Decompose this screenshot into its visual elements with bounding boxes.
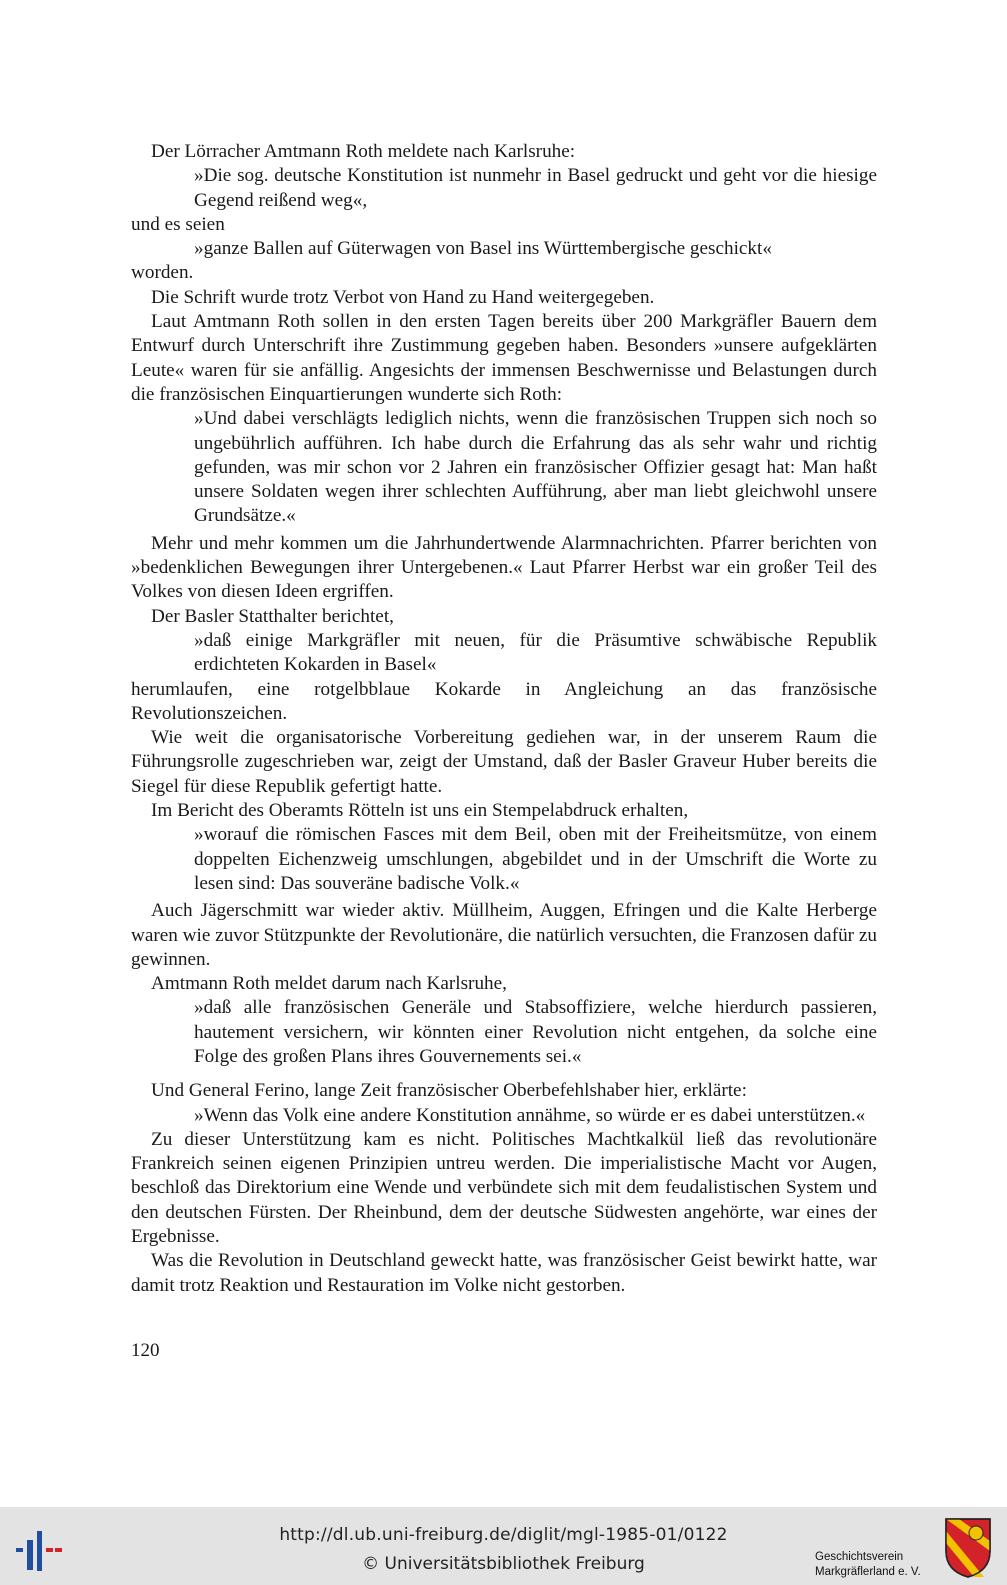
paragraph-continuation: und es seien (131, 213, 225, 235)
society-name-line2: Markgräflerland e. V. (815, 1566, 921, 1578)
copyright-notice: © Universitätsbibliothek Freiburg (362, 1554, 645, 1574)
block-quote: »Wenn das Volk eine andere Konstitution annähme, so würde er es dabei unterstützen.« (194, 1104, 866, 1126)
paragraph: Der Lörracher Amtmann Roth meldete nach Karlsruhe: (151, 141, 576, 162)
paragraph: Die Schrift wurde trotz Verbot von Hand zu Hand weitergegeben. (151, 286, 655, 308)
society-name-line1: Geschichtsverein (815, 1551, 904, 1563)
paragraph: Wie weit die organisatorische Vorbereitung gediehen war, in der unserem Raum die Führungsrolle zugeschrieben war, zeigt der Umstand, daß der Basler Graveur Huber bereits die Siegel für diese Republik gefertigt hatte. (131, 727, 877, 797)
paragraph-continuation: worden. (131, 262, 194, 284)
paragraph: Zu dieser Unterstützung kam es nicht. Politisches Machtkalkül ließ das revolutionäre Frankreich seinen eigenen Prinzipien untreu werden. Die imperialistische Macht vor Augen, beschloß das Direktorium eine Wende und verbündete sich mit dem feudalistischen System und den deutschen Fürsten. Der Rheinbund, dem der deutsche Südwesten angehörte, war eines der Ergebnisse. (131, 1128, 877, 1248)
paragraph: Auch Jägerschmitt war wieder aktiv. Müllheim, Auggen, Efringen und die Kalte Herberge waren wie zuvor Stützpunkte der Revolutionäre, die natürlich versuchten, die Franzosen dafür zu gewinnen. (131, 900, 877, 970)
paragraph-continuation: herumlaufen, eine rotgelbblaue Kokarde in Angleichung an das französische Revolutionszeichen. (131, 678, 877, 724)
block-quote: »ganze Ballen auf Güterwagen von Basel ins Württembergische geschickt« (194, 238, 772, 260)
document-url-link[interactable]: http://dl.ub.uni-freiburg.de/diglit/mgl-1985-01/0122 (279, 1525, 728, 1545)
paragraph: Der Basler Statthalter berichtet, (151, 605, 394, 627)
page-number: 120 (131, 1340, 160, 1361)
paragraph: Amtmann Roth meldet darum nach Karlsruhe, (151, 973, 507, 995)
paragraph: Was die Revolution in Deutschland geweckt hatte, was französischer Geist bewirkt hatte, war damit trotz Reaktion und Restauration im Volke nicht gestorben. (131, 1250, 877, 1296)
block-quote: »Und dabei verschlägts lediglich nichts, wenn die französischen Truppen sich noch so ungebührlich aufführen. Ich habe durch die Erfahrung das als sehr wahr und richtig gefunden, was mir schon vor 2 Jahren ein französischer Offizier gesagt hat: Man haßt unsere Soldaten wegen ihrer schlechten Aufführung, aber man liebt gleichwohl unsere Grundsätze.« (194, 408, 877, 527)
block-quote: »Die sog. deutsche Konstitution ist nunmehr in Basel gedruckt und geht vor die hiesige Gegend reißend weg«, (194, 165, 877, 211)
paragraph: Im Bericht des Oberamts Rötteln ist uns ein Stempelabdruck erhalten, (151, 800, 689, 822)
block-quote: »daß einige Markgräfler mit neuen, für die Präsumtive schwäbische Republik erdichteten Kokarden in Basel« (194, 629, 877, 676)
paragraph: Mehr und mehr kommen um die Jahrhundertwende Alarmnachrichten. Pfarrer berichten von »bedenklichen Bewegungen ihrer Untergebenen.« Laut Pfarrer Herbst war ein großer Teil des Volkes von diesen Ideen ergriffen. (131, 532, 877, 603)
block-quote: »daß alle französischen Generäle und Stabsoffiziere, welche hierdurch passieren, hautement versichern, wir könnten einer Revolution nicht entgehen, da solche eine Folge des großen Plans ihres Gouvernements sei.« (194, 997, 877, 1067)
paragraph: Laut Amtmann Roth sollen in den ersten Tagen bereits über 200 Markgräfler Bauern dem Entwurf durch Unterschrift ihre Zustimmung gegeben haben. Besonders »unsere aufgeklärten Leute« waren für sie anfällig. Angesichts der immensen Beschwernisse und Belastungen durch die französischen Einquartierungen wunderte sich Roth: (131, 311, 877, 405)
society-crest-icon (944, 1517, 992, 1579)
society-name (815, 1550, 945, 1580)
page-body (131, 140, 877, 1298)
footer-bar (0, 1507, 1007, 1585)
block-quote: »worauf die römischen Fasces mit dem Beil, oben mit der Freiheitsmütze, von einem doppelten Eichenzweig umschlungen, abgebildet und in der Umschrift die Worte zu lesen sind: Das souveräne badische Volk.« (194, 824, 877, 894)
paragraph: Und General Ferino, lange Zeit französischer Oberbefehlshaber hier, erklärte: (151, 1080, 747, 1102)
